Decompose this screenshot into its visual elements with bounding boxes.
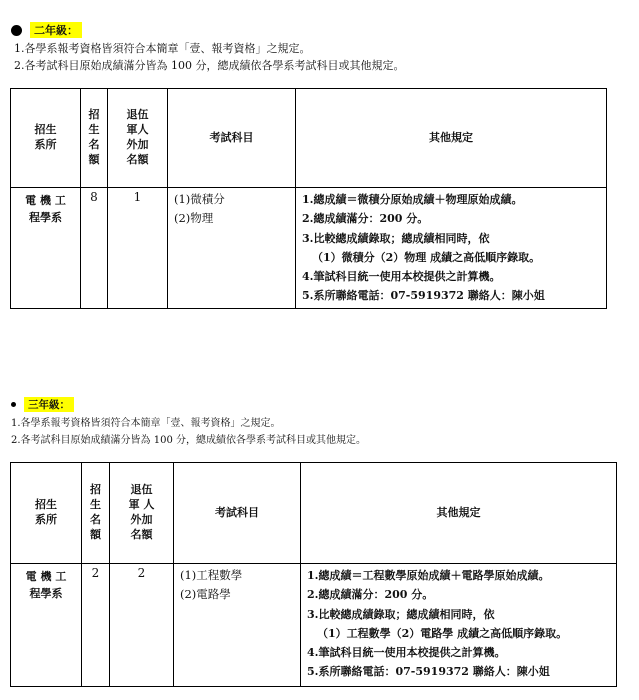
dept-cell: 電 機 工 程學系	[11, 188, 81, 309]
subjects-cell	[168, 188, 296, 309]
grade-heading	[11, 397, 74, 412]
rule-item: （1）工程數學（2）電路學 成績之高低順序錄取。	[317, 626, 568, 640]
rule-item: 4.筆試科目統一使用本校提供之計算機。	[307, 646, 506, 660]
rule-item: 1.總成績＝微積分原始成績＋物理原始成績。	[302, 193, 523, 206]
note-2: 2.各考試科目原始成績滿分皆為 100 分，總成績依各學系考試科目或其他規定。	[14, 59, 405, 72]
dept-cell: 電 機 工 程學系	[11, 564, 82, 687]
rule-item: 5.系所聯絡電話：07-5919372 聯絡人：陳小姐	[302, 289, 545, 303]
rule-item: 1.總成績＝工程數學原始成績＋電路學原始成績。	[307, 569, 550, 582]
rule-item: 3.比較總成績錄取；總成績相同時，依	[302, 231, 490, 245]
rule-item: 3.比較總成績錄取；總成績相同時，依	[307, 607, 495, 621]
rule-item: 4.筆試科目統一使用本校提供之計算機。	[302, 270, 501, 284]
header-dept: 招生 系所	[11, 89, 81, 188]
subject-item: (2)物理	[174, 211, 214, 225]
rule-item: 5.系所聯絡電話：07-5919372 聯絡人：陳小姐	[307, 665, 550, 679]
bullet-icon	[11, 25, 22, 36]
grade-label: 三年級：	[24, 397, 74, 412]
quota-cell: 8	[81, 188, 108, 309]
rules-cell	[296, 188, 607, 309]
note-2: 2.各考試科目原始成績滿分皆為 100 分，總成績依各學系考試科目或其他規定。	[11, 435, 366, 446]
grade-heading	[11, 22, 82, 38]
veteran-quota-cell: 1	[108, 188, 168, 309]
note-1: 1.各學系報考資格皆須符合本簡章「壹、報考資格」之規定。	[14, 42, 311, 55]
grade-label: 二年級：	[30, 22, 82, 38]
subject-item: (2)電路學	[180, 587, 231, 601]
admission-table	[10, 88, 607, 309]
admission-table	[10, 462, 617, 687]
header-veteran-quota: 退伍 軍人 外加 名額	[108, 89, 168, 188]
rule-item: （1）微積分（2）物理 成績之高低順序錄取。	[312, 250, 541, 264]
quota-cell: 2	[82, 564, 110, 687]
header-veteran-quota: 退伍 軍 人 外加 名額	[110, 463, 174, 564]
veteran-quota-cell: 2	[110, 564, 174, 687]
table-row	[11, 564, 617, 687]
header-rules: 其他規定	[301, 463, 617, 564]
subject-item: (1)微積分	[174, 192, 225, 206]
subjects-cell	[174, 564, 301, 687]
bullet-icon	[11, 402, 16, 407]
header-quota: 招 生 名 額	[82, 463, 110, 564]
header-rules: 其他規定	[296, 89, 607, 188]
rule-item: 2.總成績滿分：200 分。	[307, 588, 434, 602]
header-dept: 招生 系所	[11, 463, 82, 564]
subject-item: (1)工程數學	[180, 568, 243, 582]
header-subjects: 考試科目	[168, 89, 296, 188]
table-row	[11, 188, 607, 309]
header-quota: 招 生 名 額	[81, 89, 108, 188]
rules-cell	[301, 564, 617, 687]
rule-item: 2.總成績滿分：200 分。	[302, 212, 429, 226]
header-subjects: 考試科目	[174, 463, 301, 564]
note-1: 1.各學系報考資格皆須符合本簡章「壹、報考資格」之規定。	[11, 418, 281, 429]
